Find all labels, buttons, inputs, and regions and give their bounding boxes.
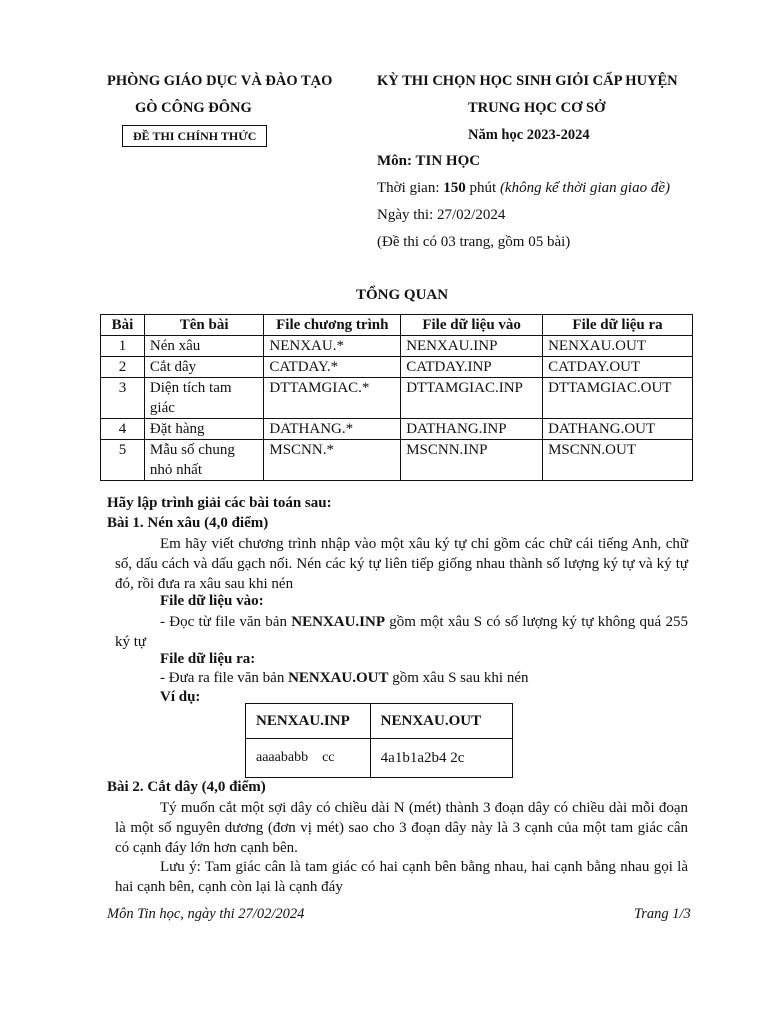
output-file: NENXAU.OUT [543, 336, 693, 357]
problem-number: 2 [101, 357, 145, 378]
column-header: File dữ liệu vào [401, 315, 543, 336]
example-output-value: 4a1b1a2b4 2c [370, 739, 512, 778]
footer-subject-date: Môn Tin học, ngày thi 27/02/2024 [107, 906, 305, 922]
input-file: NENXAU.INP [401, 336, 543, 357]
output-file: DTTAMGIAC.OUT [543, 378, 693, 419]
department-name: PHÒNG GIÁO DỤC VÀ ĐÀO TẠO [107, 73, 333, 89]
output-file: DATHANG.OUT [543, 419, 693, 440]
pages-note: (Đề thi có 03 trang, gồm 05 bài) [377, 234, 571, 250]
problem1-example-heading: Ví dụ: [160, 689, 201, 705]
school-year: Năm học 2023-2024 [468, 127, 590, 143]
problem1-description: Em hãy viết chương trình nhập vào một xâu ký tự chỉ gồm các chữ cái tiếng Anh, chữ số, dấu cách và dấu gạch nối. Nén các ký tự liên tiếp giống nhau thành số lượng ký tự và ký tự đó, rồi đưa ra xâu sau khi nén [115, 536, 688, 592]
program-file: CATDAY.* [264, 357, 401, 378]
column-header: File chương trình [264, 315, 401, 336]
problem-name: Cắt dây [144, 357, 263, 378]
problem1-title: Bài 1. Nén xâu (4,0 điểm) [107, 515, 269, 531]
output-file: MSCNN.OUT [543, 440, 693, 481]
problem-number: 5 [101, 440, 145, 481]
time-note: (không kể thời gian giao đề) [499, 180, 670, 196]
program-file: NENXAU.* [264, 336, 401, 357]
table-row [101, 419, 693, 440]
time-label: Thời gian: [377, 180, 444, 196]
problem1-output-description [160, 670, 529, 687]
time-value: 150 [443, 180, 466, 196]
district-name: GÒ CÔNG ĐÔNG [135, 100, 252, 116]
program-file: MSCNN.* [264, 440, 401, 481]
output-file: CATDAY.OUT [543, 357, 693, 378]
example-output-header: NENXAU.OUT [370, 704, 512, 739]
problem1-input-description [115, 612, 688, 652]
official-exam-badge: ĐỀ THI CHÍNH THỨC [122, 125, 267, 147]
example-table [245, 703, 513, 778]
column-header: File dữ liệu ra [543, 315, 693, 336]
problem-number: 3 [101, 378, 145, 419]
problem-name: Nén xâu [144, 336, 263, 357]
column-header: Tên bài [144, 315, 263, 336]
problem2-note: Lưu ý: Tam giác cân là tam giác có hai cạnh bên bằng nhau, hai cạnh bằng nhau gọi là hai cạnh bên, cạnh còn lại là cạnh đáy [115, 859, 688, 895]
output-filename: NENXAU.OUT [288, 670, 389, 686]
page-number: Trang 1/3 [634, 906, 691, 922]
table-row [101, 357, 693, 378]
input-suffix: gồm một xâu S có số lượng ký tự không quá 255 ký tự [115, 614, 688, 650]
exam-date: Ngày thi: 27/02/2024 [377, 207, 506, 223]
problem1-input-heading: File dữ liệu vào: [160, 593, 264, 609]
example-header-row [246, 704, 513, 739]
instructions-heading: Hãy lập trình giải các bài toán sau: [107, 495, 332, 511]
output-suffix: gồm xâu S sau khi nén [388, 670, 529, 686]
problem-name: Mẫu số chung nhỏ nhất [144, 440, 263, 481]
input-file: DATHANG.INP [401, 419, 543, 440]
problem-number: 1 [101, 336, 145, 357]
example-input-value: aaaababb cc [246, 739, 371, 778]
input-file: MSCNN.INP [401, 440, 543, 481]
example-row [246, 739, 513, 778]
column-header: Bài [101, 315, 145, 336]
program-file: DTTAMGIAC.* [264, 378, 401, 419]
table-row [101, 378, 693, 419]
subject-line: Môn: TIN HỌC [377, 153, 481, 169]
problem-number: 4 [101, 419, 145, 440]
example-input-header: NENXAU.INP [246, 704, 371, 739]
table-row [101, 440, 693, 481]
input-prefix: - Đọc từ file văn bản [160, 614, 292, 630]
input-file: DTTAMGIAC.INP [401, 378, 543, 419]
problem2-description: Tý muốn cắt một sợi dây có chiều dài N (mét) thành 3 đoạn dây có chiều dài mỗi đoạn là một số nguyên dương (đơn vị mét) sao cho 3 đoạn dây này là 3 cạnh của một tam giác cân có cạnh đáy lớn hơn cạnh bên. [115, 800, 688, 856]
overview-title: TỔNG QUAN [356, 287, 449, 303]
time-unit: phút [465, 180, 500, 196]
exam-title: KỲ THI CHỌN HỌC SINH GIỎI CẤP HUYỆN [377, 73, 678, 89]
program-file: DATHANG.* [264, 419, 401, 440]
school-level: TRUNG HỌC CƠ SỞ [468, 100, 606, 116]
problem-name: Đặt hàng [144, 419, 263, 440]
input-filename: NENXAU.INP [291, 614, 385, 630]
output-prefix: - Đưa ra file văn bản [160, 670, 289, 686]
problem2-title: Bài 2. Cắt dây (4,0 điểm) [107, 779, 266, 795]
problem-name: Diện tích tam giác [144, 378, 263, 419]
input-file: CATDAY.INP [401, 357, 543, 378]
problem1-output-heading: File dữ liệu ra: [160, 651, 256, 667]
overview-table [100, 314, 693, 481]
time-line [377, 180, 670, 197]
table-row [101, 336, 693, 357]
overview-header-row [101, 315, 693, 336]
